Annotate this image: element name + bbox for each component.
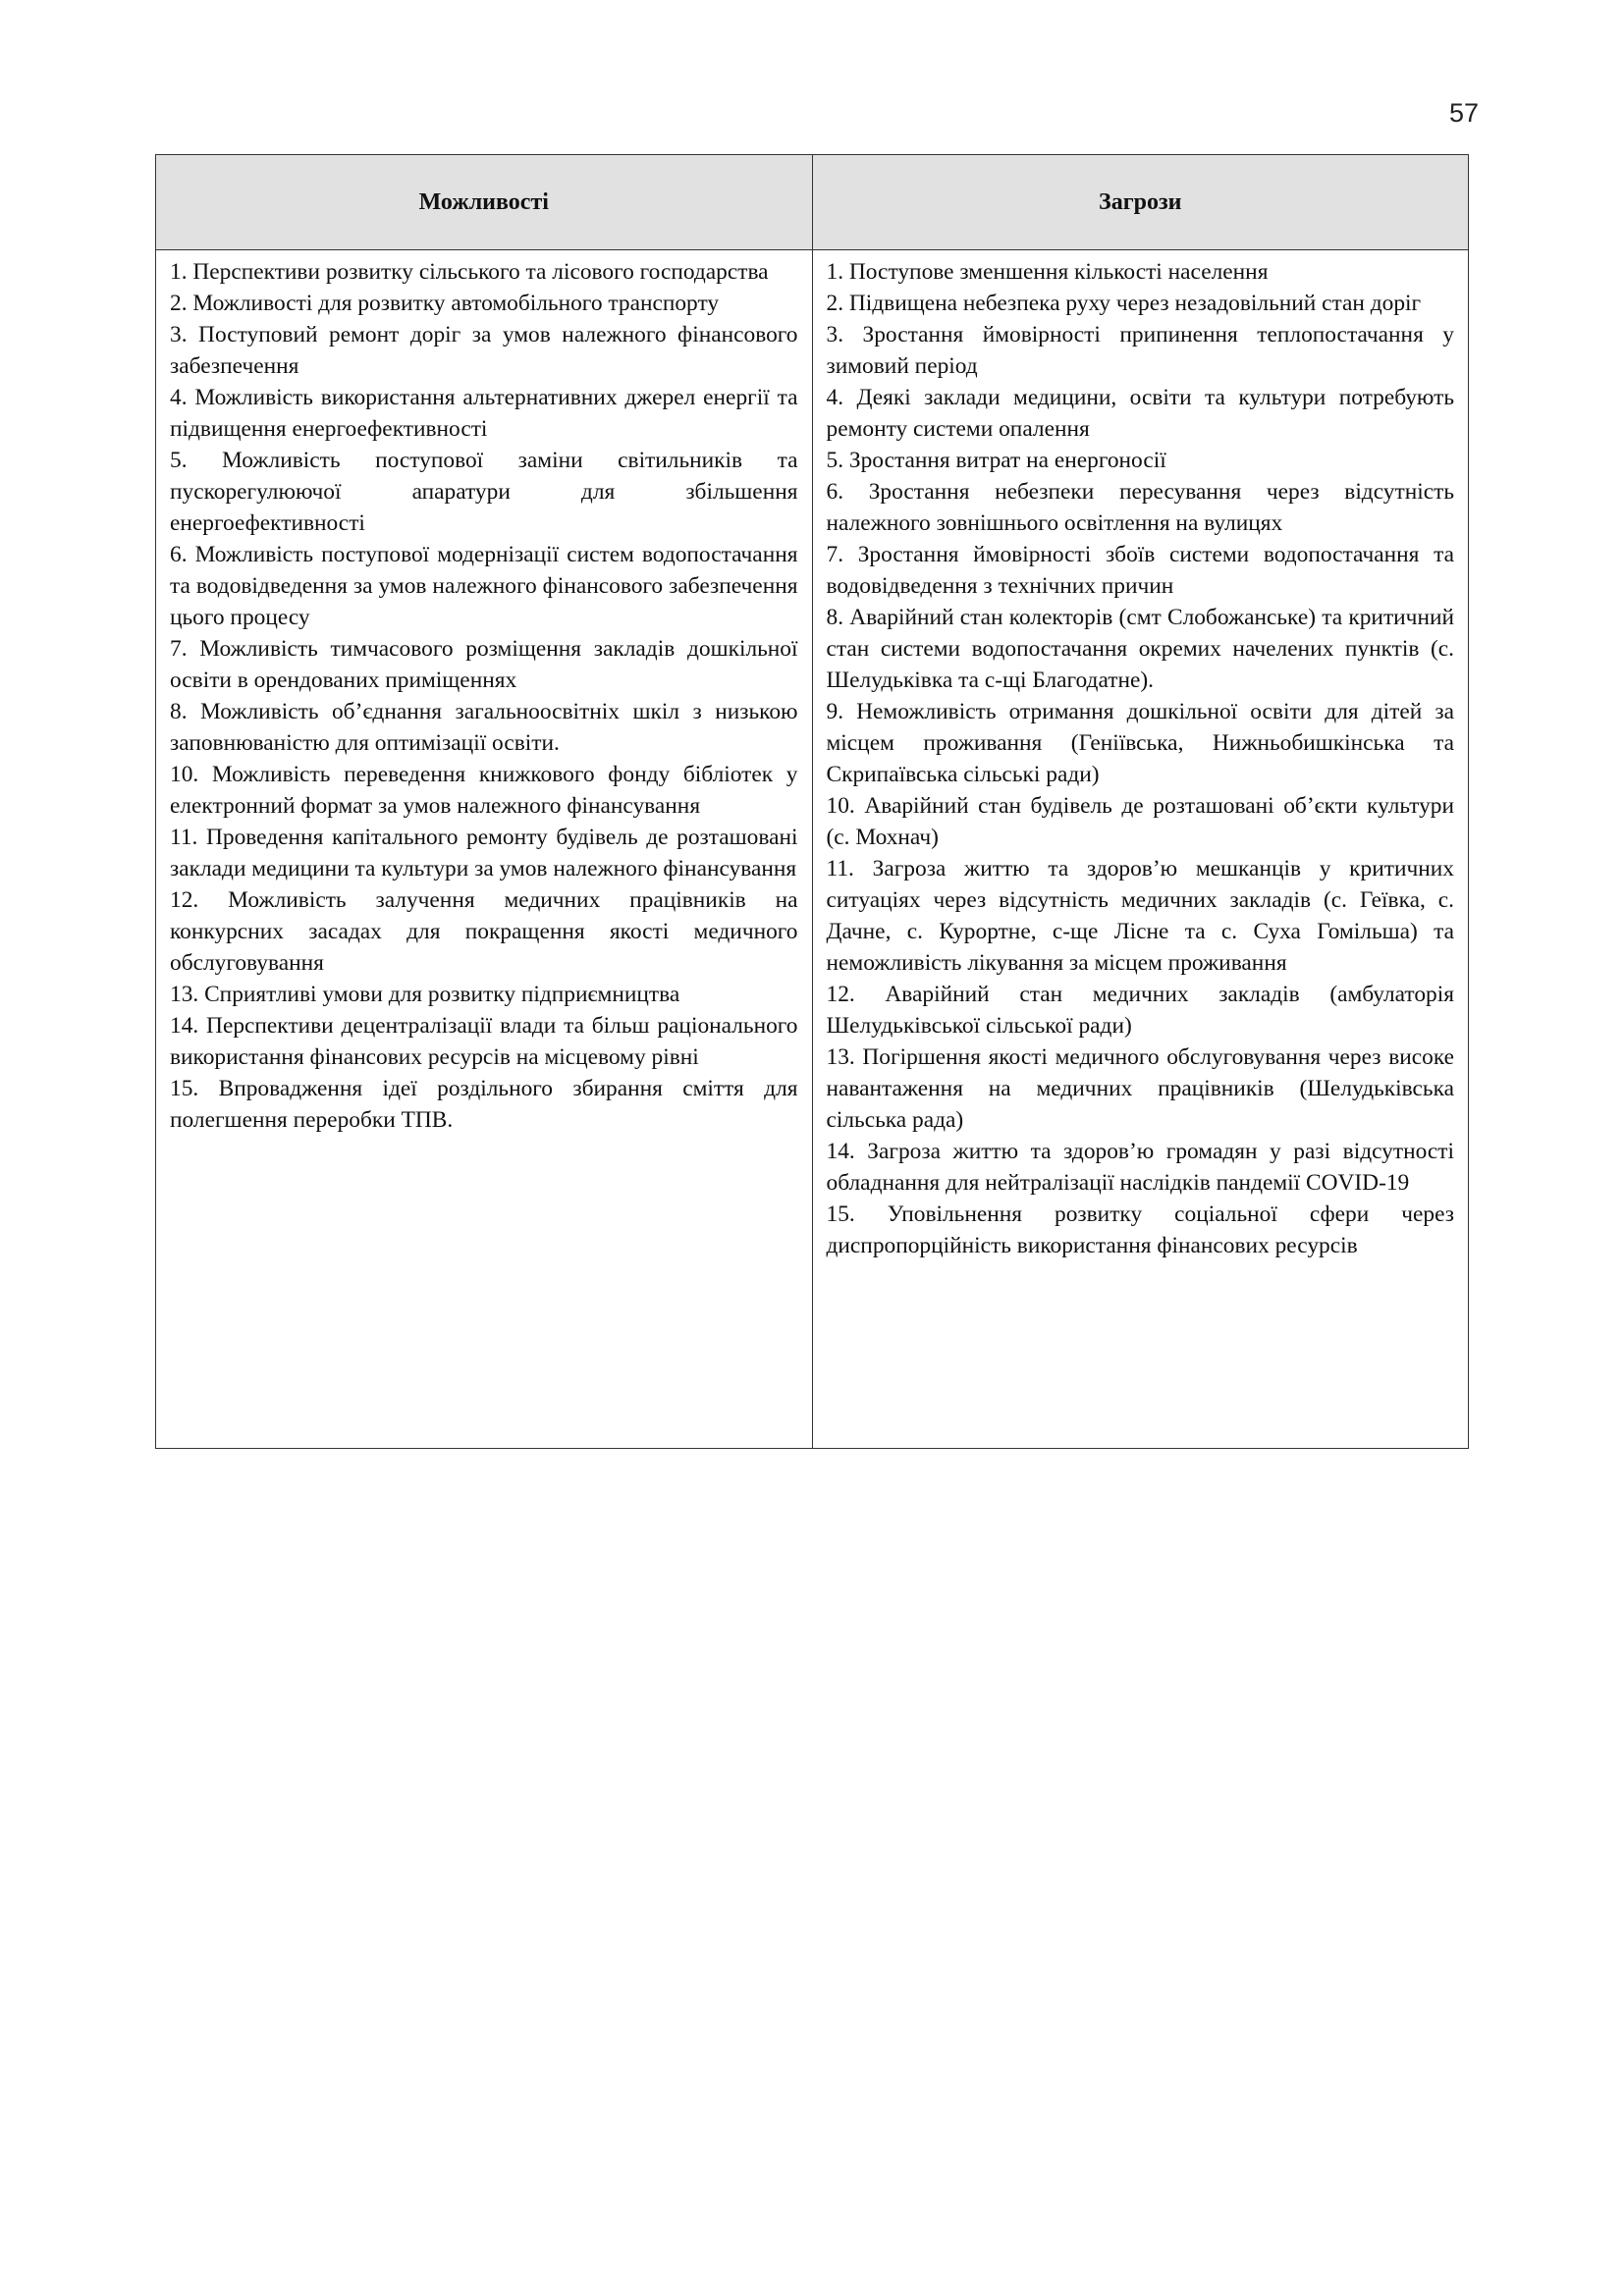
threat-item: 10. Аварійний стан будівель де розташовані об’єкти культури (с. Мохнач) <box>826 793 1454 850</box>
swot-table <box>155 154 1469 1449</box>
opportunity-item: 6. Можливість поступової модернізації систем водопостачання та водовідведення за умов належного фінансового забезпечення цього процесу <box>170 542 798 630</box>
threat-item: 5. Зростання витрат на енергоносії <box>826 448 1166 473</box>
opportunity-item: 10. Можливість переведення книжкового фонду бібліотек у електронний формат за умов належного фінансування <box>170 762 798 819</box>
opportunity-item: 2. Можливості для розвитку автомобільного транспорту <box>170 291 720 316</box>
opportunity-item: 11. Проведення капітального ремонту будівель де розташовані заклади медицини та культури за умов належного фінансування <box>170 825 798 881</box>
threat-item: 14. Загроза життю та здоров’ю громадян у разі відсутності обладнання для нейтралізації наслідків пандемії COVID-19 <box>826 1139 1454 1196</box>
threat-item: 8. Аварійний стан колекторів (смт Слобожанське) та критичний стан системи водопостачання окремих начелених пунктів (с. Шелудьківка та с-щі Благодатне). <box>826 605 1454 693</box>
threat-item: 7. Зростання ймовірності збоїв системи водопостачання та водовідведення з технічних причин <box>826 542 1454 599</box>
threat-item: 12. Аварійний стан медичних закладів (амбулаторія Шелудьківської сільської ради) <box>826 982 1454 1039</box>
threat-item: 9. Неможливість отримання дошкільної освіти для дітей за місцем проживання (Геніївська, Нижньобишкінська та Скрипаївська сільські ради) <box>826 699 1454 787</box>
opportunity-item: 13. Сприятливі умови для розвитку підприємництва <box>170 982 680 1007</box>
opportunity-item: 14. Перспективи децентралізації влади та більш раціонального використання фінансових ресурсів на місцевому рівні <box>170 1013 798 1070</box>
opportunities-cell <box>156 250 813 1449</box>
opportunity-item: 15. Впровадження ідеї роздільного збирання сміття для полегшення переробки ТПВ. <box>170 1076 798 1133</box>
threat-item: 4. Деякі заклади медицини, освіти та культури потребують ремонту системи опалення <box>826 385 1454 442</box>
table-header-row <box>156 155 1469 250</box>
threat-item: 15. Уповільнення розвитку соціальної сфери через диспропорційність використання фінансових ресурсів <box>826 1201 1454 1258</box>
threat-item: 2. Підвищена небезпека руху через незадовільний стан доріг <box>826 291 1422 316</box>
table-row <box>156 250 1469 1449</box>
threat-item: 13. Погіршення якості медичного обслуговування через високе навантаження на медичних працівників (Шелудьківська сільська рада) <box>826 1044 1454 1133</box>
opportunity-item: 7. Можливість тимчасового розміщення закладів дошкільної освіти в орендованих приміщеннях <box>170 636 798 693</box>
threat-item: 11. Загроза життю та здоров’ю мешканців у критичних ситуаціях через відсутність медичних закладів (с. Геївка, с. Дачне, с. Курортне, с-ще Лісне та с. Суха Гомільша) та неможливість лікування за місцем проживання <box>826 856 1454 976</box>
opportunity-item: 8. Можливість об’єднання загальноосвітніх шкіл з низькою заповнюваністю для оптимізації освіти. <box>170 699 798 756</box>
opportunity-item: 3. Поступовий ремонт доріг за умов належного фінансового забезпечення <box>170 322 798 379</box>
opportunity-item: 4. Можливість використання альтернативних джерел енергії та підвищення енергоефективності <box>170 385 798 442</box>
threat-item: 6. Зростання небезпеки пересування через відсутність належного зовнішнього освітлення на вулицях <box>826 479 1454 536</box>
page-number: 57 <box>1448 98 1479 128</box>
opportunity-item: 12. Можливість залучення медичних працівників на конкурсних засадах для покращення якості медичного обслуговування <box>170 887 798 976</box>
header-threats: Загрози <box>812 155 1469 250</box>
header-opportunities: Можливості <box>156 155 813 250</box>
threat-item: 3. Зростання ймовірності припинення теплопостачання у зимовий період <box>826 322 1454 379</box>
opportunity-item: 1. Перспективи розвитку сільського та лісового господарства <box>170 259 769 285</box>
opportunity-item: 5. Можливість поступової заміни світильників та пускорегулюючої апаратури для збільшення енергоефективності <box>170 448 798 536</box>
threat-item: 1. Поступове зменшення кількості населення <box>826 259 1269 285</box>
threats-cell <box>812 250 1469 1449</box>
